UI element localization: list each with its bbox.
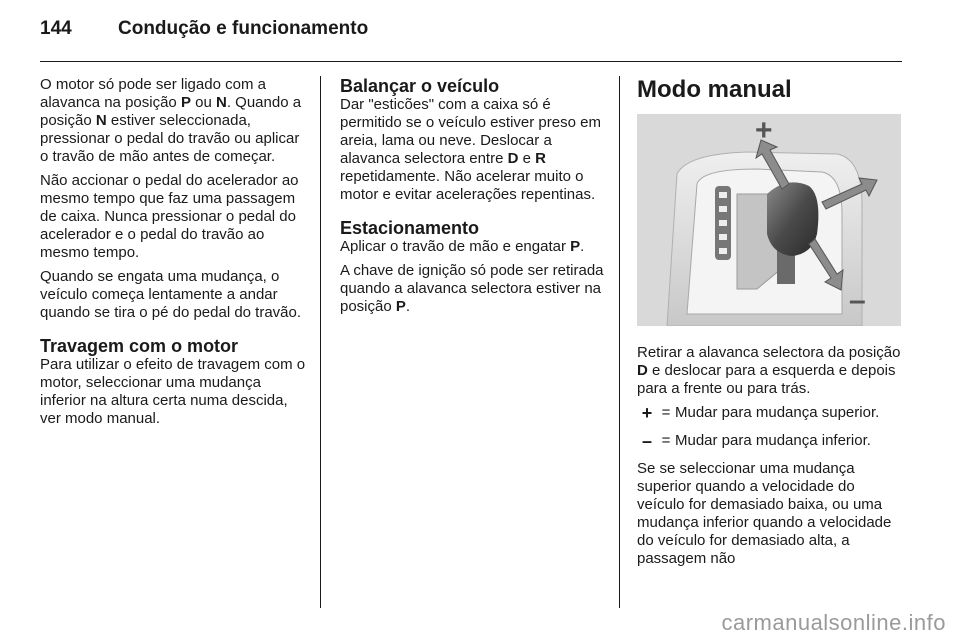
heading-manual-mode: Modo manual (637, 76, 792, 103)
column-divider-1 (320, 76, 321, 608)
plus-symbol-icon: + (755, 114, 773, 147)
gear-lever-illustration (637, 114, 901, 326)
header-rule (40, 61, 902, 62)
watermark: carmanualsonline.info (721, 610, 946, 635)
equals-sign: = (661, 404, 671, 421)
paragraph-shift-limits: Se se seleccionar uma mudança superior quando a velocidade do veículo for demasiado baixa, ou uma mudança inferior quando a velocidade do veículo for demasiado alta, a passagem não (637, 460, 892, 567)
page-number: 144 (40, 18, 72, 39)
paragraph-start-conditions: O motor só pode ser ligado com a alavanca na posição P ou N. Quando a posição N estiver seleccionada, pressionar o pedal do travão ou aplicar o travão de mão antes de começar. (40, 76, 302, 165)
chapter-title: Condução e funcionamento (118, 18, 369, 39)
paragraph-engine-braking: Para utilizar o efeito de travagem com o motor, seleccionar uma mudança inferior na altura certa numa descida, ver modo manual. (40, 356, 306, 427)
paragraph-accelerator-warning: Não accionar o pedal do acelerador ao mesmo tempo que faz uma passagem de caixa. Nunca pressionar o pedal do acelerador e o pedal do travão ao mesmo tempo. (40, 172, 299, 261)
heading-parking: Estacionamento (340, 218, 480, 238)
paragraph-rocking: Dar "esticões" com a caixa só é permitido se o veículo estiver preso em areia, lama ou neve. Deslocar a alavanca selectora entre D e R repetidamente. Não acelerar muito o motor e evitar acelerações repentinas. (340, 96, 601, 203)
minus-symbol-icon: – (849, 284, 866, 317)
minus-icon: – (641, 431, 652, 451)
column-2 (340, 76, 604, 322)
heading-engine-braking: Travagem com o motor (40, 336, 239, 356)
paragraph-manual-instructions: Retirar a alavanca selectora da posição D e deslocar para a esquerda e depois para a frente ou para trás. (637, 344, 901, 397)
upshift-row (637, 404, 903, 422)
downshift-row (637, 432, 903, 450)
paragraph-ignition-key: A chave de ignição só pode ser retirada quando a alavanca selectora estiver na posição P. (340, 262, 604, 315)
column-1 (40, 76, 306, 434)
column-3 (637, 76, 903, 574)
plus-icon: + (641, 403, 653, 423)
upshift-text: Mudar para mudança superior. (675, 404, 880, 421)
heading-rocking: Balançar o veículo (340, 76, 500, 96)
equals-sign: = (661, 432, 671, 449)
page-header (40, 18, 920, 48)
paragraph-parking-brake: Aplicar o travão de mão e engatar P. (340, 238, 585, 255)
gear-lever-drawing (637, 114, 901, 326)
downshift-text: Mudar para mudança inferior. (675, 432, 871, 449)
column-divider-2 (619, 76, 620, 608)
paragraph-creep: Quando se engata uma mudança, o veículo começa lentamente a andar quando se tira o pé do pedal do travão. (40, 268, 302, 321)
